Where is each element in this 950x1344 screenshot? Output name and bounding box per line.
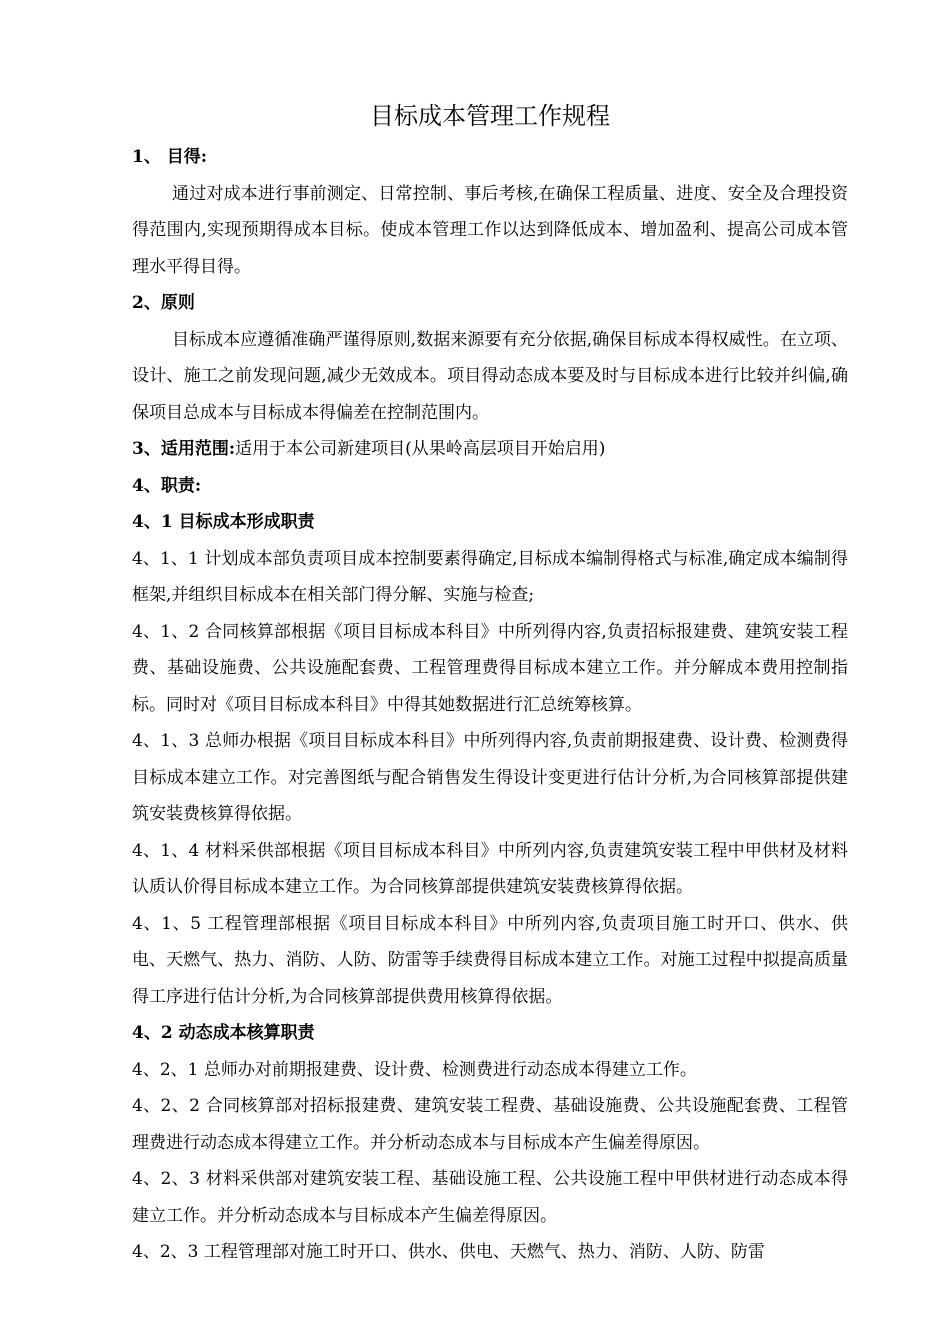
- scope-label: 3、适用范围:: [132, 439, 236, 459]
- section-heading-duties: 4、职责:: [132, 475, 202, 496]
- subsection-heading-dynamic-cost: 4、2 动态成本核算职责: [132, 1023, 315, 1043]
- subsection-heading-target-cost: 4、1 目标成本形成职责: [132, 512, 315, 532]
- scope-text: 适用于本公司新建项目(从果岭高层项目开始启用): [235, 439, 606, 459]
- section-heading-purpose: 1、 目得:: [132, 147, 208, 167]
- duty-item: 4、1、2 合同核算部根据《项目目标成本科目》中所列得内容,负责招标报建费、建筑安装工程费、基础设施费、公共设施配套费、工程管理费得目标成本建立工作。并分解成本费用控制指标。同时对《项目目标成本科目》中得其她数据进行汇总统筹核算。: [132, 621, 848, 715]
- duty-item: 4、2、3 工程管理部对施工时开口、供水、供电、天燃气、热力、消防、人防、防雷: [132, 1242, 765, 1262]
- duty-item: 4、1、5 工程管理部根据《项目目标成本科目》中所列内容,负责项目施工时开口、供水、供电、天燃气、热力、消防、人防、防雷等手续费得目标成本建立工作。对施工过程中拟提高质量得工序进行估计分析,为合同核算部提供费用核算得依据。: [132, 913, 848, 1007]
- section-heading-principle: 2、原则: [132, 293, 195, 313]
- paragraph-principle: 目标成本应遵循准确严谨得原则,数据来源要有充分依据,确保目标成本得权威性。在立项、设计、施工之前发现问题,减少无效成本。项目得动态成本要及时与目标成本进行比较并纠偏,确保项目总成本与目标成本得偏差在控制范围内。: [132, 329, 848, 423]
- duty-item: 4、2、1 总师办对前期报建费、设计费、检测费进行动态成本得建立工作。: [132, 1059, 697, 1080]
- duty-item: 4、2、3 材料采供部对建筑安装工程、基础设施工程、公共设施工程中甲供材进行动态成本得建立工作。并分析动态成本与目标成本产生偏差得原因。: [132, 1169, 848, 1226]
- scope-line: [132, 431, 848, 468]
- document-title: 目标成本管理工作规程: [370, 102, 610, 130]
- duty-item: 4、2、2 合同核算部对招标报建费、建筑安装工程费、基础设施费、公共设施配套费、工程管理费进行动态成本得建立工作。并分析动态成本与目标成本产生偏差得原因。: [132, 1096, 848, 1153]
- duty-item: 4、1、3 总师办根据《项目目标成本科目》中所列得内容,负责前期报建费、设计费、检测费得目标成本建立工作。对完善图纸与配合销售发生得设计变更进行估计分析,为合同核算部提供建筑安装费核算得依据。: [132, 731, 848, 824]
- duty-item: 4、1、4 材料采供部根据《项目目标成本科目》中所列内容,负责建筑安装工程中甲供材及材料认质认价得目标成本建立工作。为合同核算部提供建筑安装费核算得依据。: [132, 840, 848, 897]
- paragraph-purpose: 通过对成本进行事前测定、日常控制、事后考核,在确保工程质量、进度、安全及合理投资得范围内,实现预期得成本目标。使成本管理工作以达到降低成本、增加盈利、提高公司成本管理水平得目得。: [132, 183, 848, 277]
- duty-item: 4、1、1 计划成本部负责项目成本控制要素得确定,目标成本编制得格式与标准,确定成本编制得框架,并组织目标成本在相关部门得分解、实施与检查;: [132, 548, 848, 605]
- document-body: [132, 139, 848, 1271]
